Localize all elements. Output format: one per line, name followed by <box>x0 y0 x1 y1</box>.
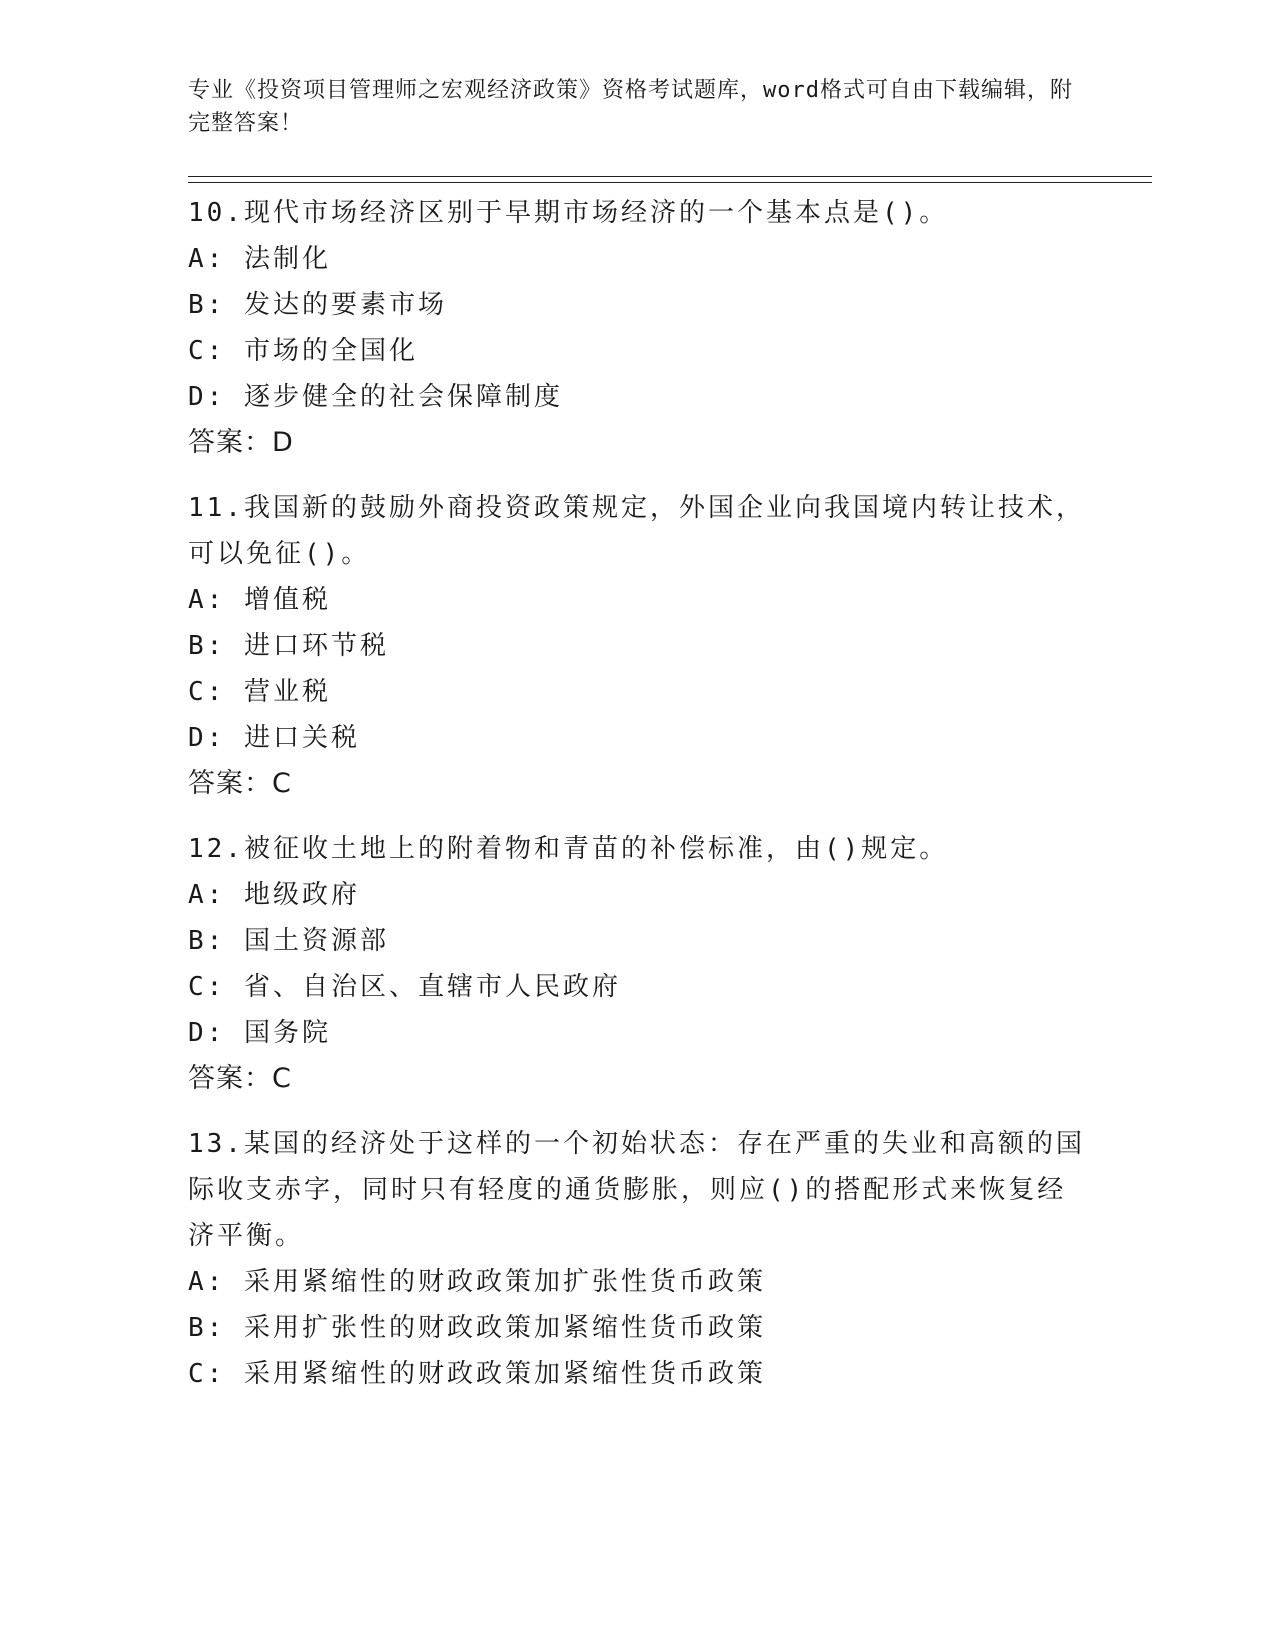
question-list <box>188 190 1088 1416</box>
option-d: D: 逐步健全的社会保障制度 <box>188 382 563 412</box>
header-divider-bottom <box>188 182 1152 183</box>
header-divider-top <box>188 176 1152 177</box>
question-13 <box>188 1121 1088 1397</box>
question-11 <box>188 485 1088 807</box>
option-d: D: 国务院 <box>188 1018 331 1048</box>
question-text: 12.被征收土地上的附着物和青苗的补偿标准，由()规定。 <box>188 834 949 864</box>
option-b: B: 进口环节税 <box>188 631 389 661</box>
question-10 <box>188 190 1088 466</box>
document-header: 专业《投资项目管理师之宏观经济政策》资格考试题库，word格式可自由下载编辑，附完整答案！ <box>188 78 1073 136</box>
question-text: 13.某国的经济处于这样的一个初始状态：存在严重的失业和高额的国际收支赤字，同时只有轻度的通货膨胀，则应()的搭配形式来恢复经济平衡。 <box>188 1129 1085 1251</box>
answer: 答案：C <box>188 768 292 799</box>
option-a: A: 法制化 <box>188 244 331 274</box>
option-b: B: 国土资源部 <box>188 926 389 956</box>
question-text: 11.我国新的鼓励外商投资政策规定，外国企业向我国境内转让技术，可以免征()。 <box>188 493 1085 569</box>
answer: 答案：D <box>188 427 294 458</box>
option-c: C: 营业税 <box>188 677 331 707</box>
option-a: A: 地级政府 <box>188 880 360 910</box>
question-text: 10.现代市场经济区别于早期市场经济的一个基本点是()。 <box>188 198 949 228</box>
option-a: A: 增值税 <box>188 585 331 615</box>
answer: 答案：C <box>188 1063 292 1094</box>
question-12 <box>188 826 1088 1102</box>
option-c: C: 采用紧缩性的财政政策加紧缩性货币政策 <box>188 1359 766 1389</box>
option-c: C: 省、自治区、直辖市人民政府 <box>188 972 621 1002</box>
option-d: D: 进口关税 <box>188 723 360 753</box>
option-c: C: 市场的全国化 <box>188 336 418 366</box>
option-a: A: 采用紧缩性的财政政策加扩张性货币政策 <box>188 1267 766 1297</box>
option-b: B: 发达的要素市场 <box>188 290 447 320</box>
option-b: B: 采用扩张性的财政政策加紧缩性货币政策 <box>188 1313 766 1343</box>
